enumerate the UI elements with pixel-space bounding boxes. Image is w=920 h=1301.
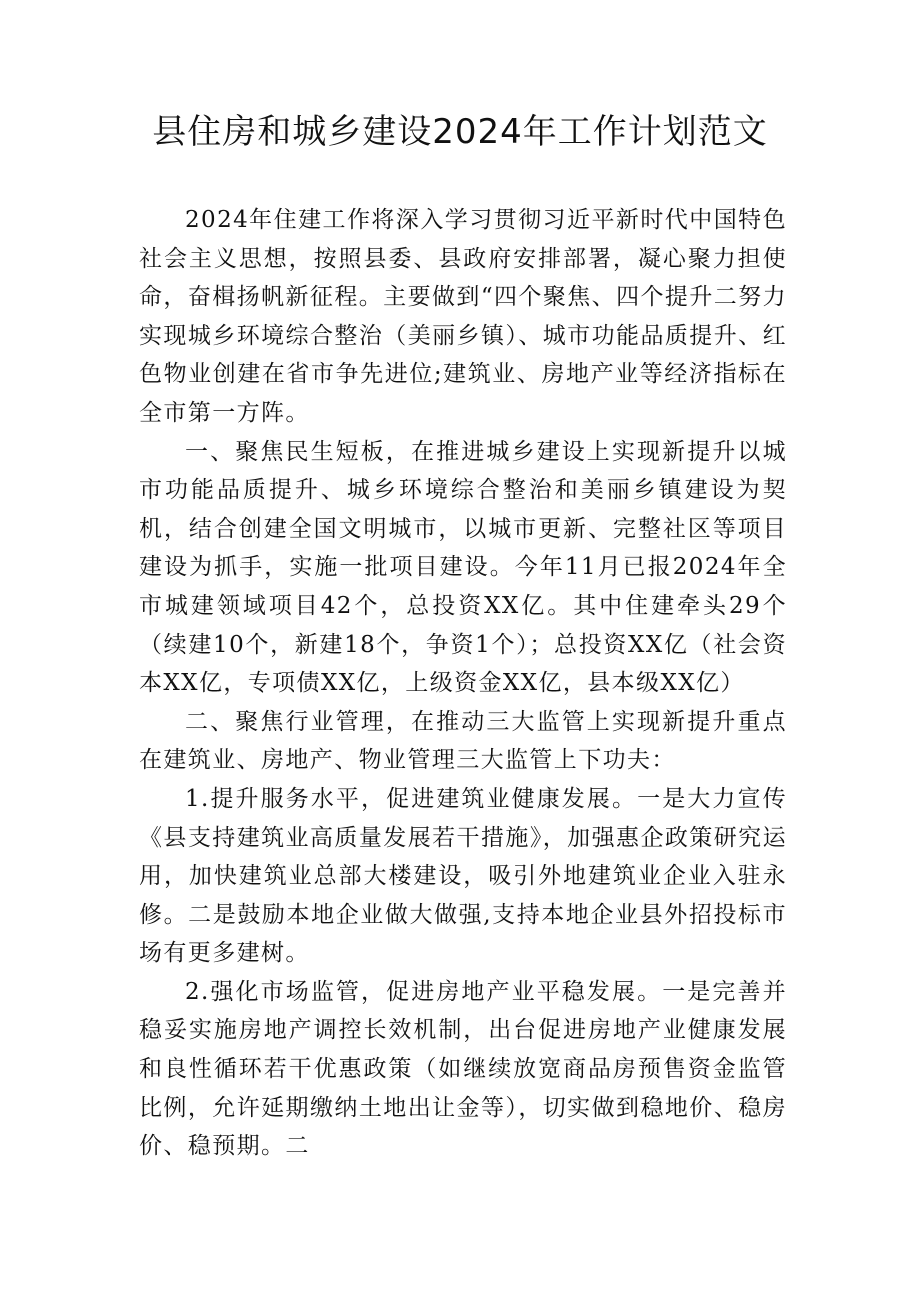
paragraph-item-two: 2.强化市场监管，促进房地产业平稳发展。一是完善并稳妥实施房地产调控长效机制，出台促进房地产业健康发展和良性循环若干优惠政策（如继续放宽商品房预售资金监管比例，允许延期缴纳土地出让金等），切实做到稳地价、稳房价、稳预期。二 xyxy=(139,978,787,1160)
paragraph-intro: 2024年住建工作将深入学习贯彻习近平新时代中国特色社会主义思想，按照县委、县政府安排部署，凝心聚力担使命，奋楫扬帆新征程。主要做到“四个聚焦、四个提升二努力实现城乡环境综合整治（美丽乡镇）、城市功能品质提升、红色物业创建在省市争先进位;建筑业、房地产业等经济指标在全市第一方阵。 xyxy=(139,207,787,426)
document-title: 县住房和城乡建设2024年工作计划范文 xyxy=(152,112,768,152)
paragraph-section-one: 一、聚焦民生短板，在推进城乡建设上实现新提升以城市功能品质提升、城乡环境综合整治和美丽乡镇建设为契机，结合创建全国文明城市，以城市更新、完整社区等项目建设为抓手，实施一批项目建设。今年11月已报2024年全市城建领域项目42个，总投资XX亿。其中住建牵头29个（续建10个，新建18个，争资1个）；总投资XX亿（社会资本XX亿，专项债XX亿，上级资金XX亿，县本级XX亿） xyxy=(139,438,787,697)
document-body xyxy=(139,201,787,1166)
paragraph-item-one: 1.提升服务水平，促进建筑业健康发展。一是大力宣传《县支持建筑业高质量发展若干措施》，加强惠企政策研究运用，加快建筑业总部大楼建设，吸引外地建筑业企业入驻永修。二是鼓励本地企业做大做强,支持本地企业县外招投标市场有更多建树。 xyxy=(139,785,787,967)
paragraph-section-two: 二、聚焦行业管理，在推动三大监管上实现新提升重点在建筑业、房地产、物业管理三大监管上下功夫： xyxy=(139,708,787,774)
